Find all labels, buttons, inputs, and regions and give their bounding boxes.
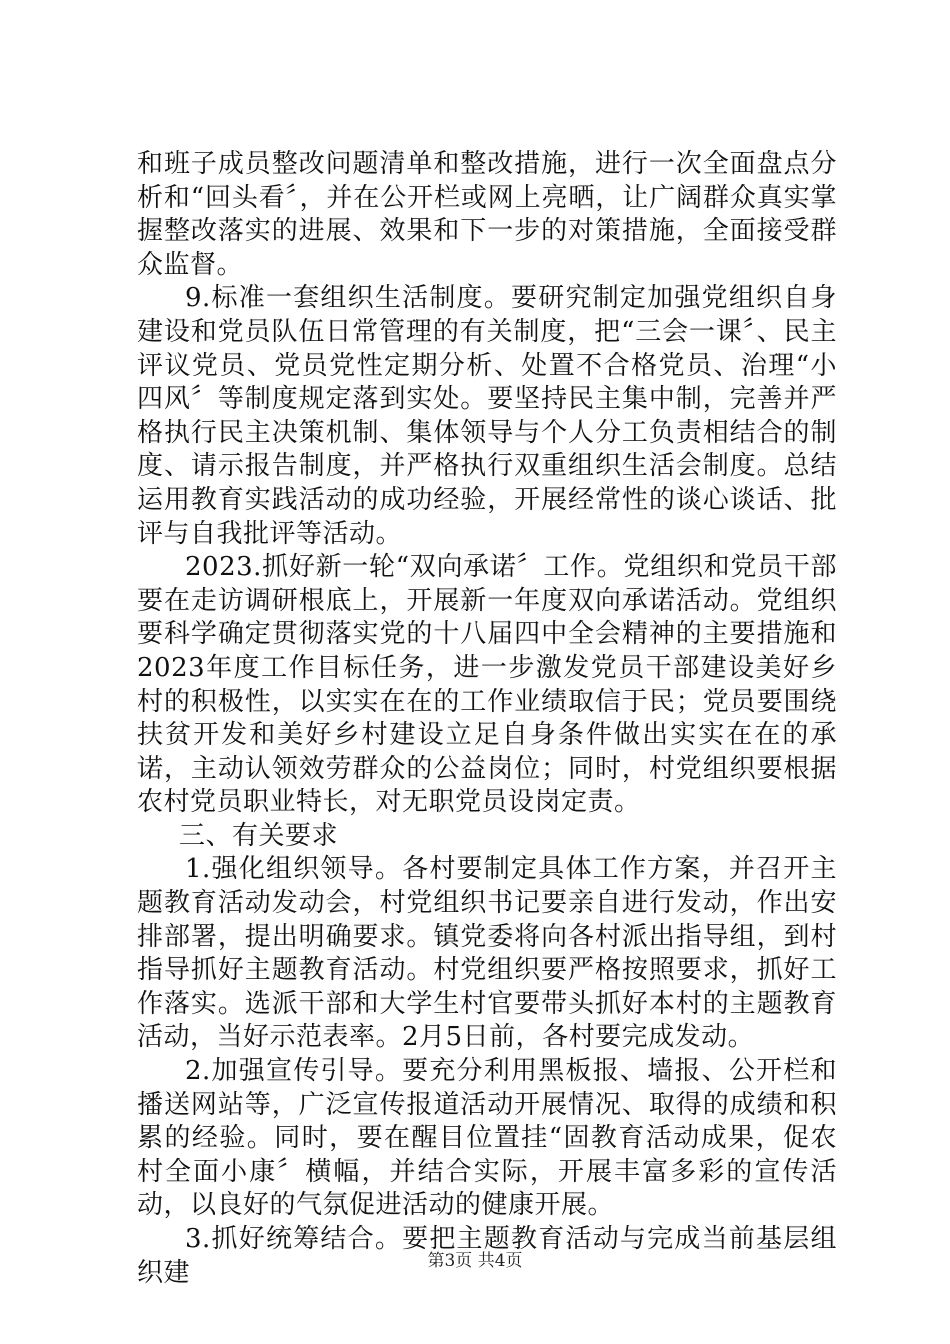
- requirement-1: 1.强化组织领导。各村要制定具体工作方案，并召开主题教育活动发动会，村党组织书记要亲自进行发动，作出安排部署，提出明确要求。镇党委将向各村派出指导组，到村指导抓好主题教育活动。村党组织要严格按照要求，抓好工作落实。选派干部和大学生村官要带头抓好本村的主题教育活动，当好示范表率。2月5日前，各村要完成发动。: [137, 854, 837, 1053]
- paragraph-item-9: 9.标准一套组织生活制度。要研究制定加强党组织自身建设和党员队伍日常管理的有关制度，把“三会一课〞、民主评议党员、党员党性定期分析、处置不合格党员、治理“小四风〞等制度规定落到实处。要坚持民主集中制，完善并严格执行民主决策机制、集体领导与个人分工负责相结合的制度、请示报告制度，并严格执行双重组织生活会制度。总结运用教育实践活动的成功经验，开展经常性的谈心谈话、批评与自我批评等活动。: [137, 283, 837, 549]
- page-footer: 第3页 共4页: [427, 1251, 523, 1271]
- requirement-3: 3.抓好统筹结合。要把主题教育活动与完成当前基层组织建: [137, 1224, 837, 1288]
- document-body: [137, 148, 837, 1290]
- paragraph-continuation: 和班子成员整改问题清单和整改措施，进行一次全面盘点分析和“回头看〞，并在公开栏或网上亮晒，让广阔群众真实掌握整改落实的进展、效果和下一步的对策措施，全面接受群众监督。: [137, 149, 837, 280]
- requirement-2: 2.加强宣传引导。要充分利用黑板报、墙报、公开栏和播送网站等，广泛宣传报道活动开展情况、取得的成绩和积累的经验。同时，要在醒目位置挂“固教育活动成果，促农村全面小康〞横幅，并结合实际，开展丰富多彩的宣传活动，以良好的气氛促进活动的健康开展。: [137, 1056, 837, 1221]
- section-heading: 三、有关要求: [179, 820, 339, 851]
- paragraph-item-2023: 2023.抓好新一轮“双向承诺〞工作。党组织和党员干部要在走访调研根底上，开展新一年度双向承诺活动。党组织要科学确定贯彻落实党的十八届四中全会精神的主要措施和2023年度工作目标任务，进一步激发党员干部建设美好乡村的积极性，以实实在在的工作业绩取信于民；党员要围绕扶贫开发和美好乡村建设立足自身条件做出实实在在的承诺，主动认领效劳群众的公益岗位；同时，村党组织要根据农村党员职业特长，对无职党员设岗定责。: [137, 552, 837, 818]
